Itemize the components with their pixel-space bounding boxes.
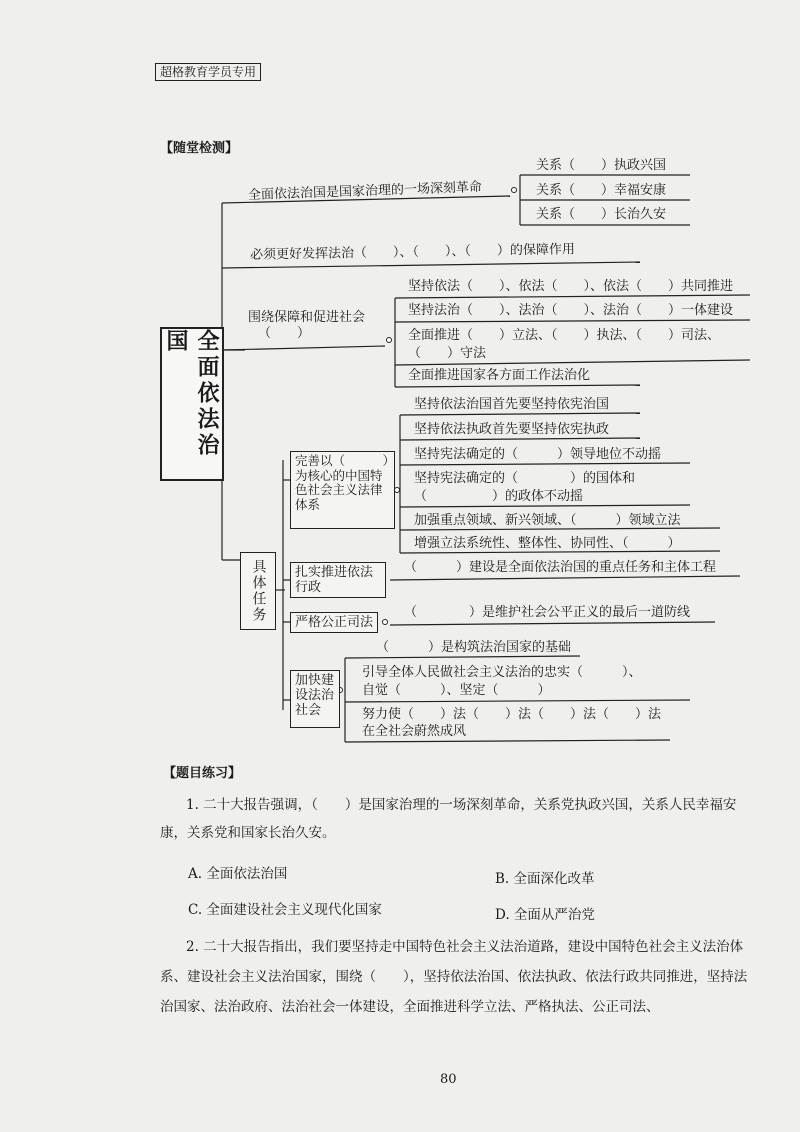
b3-item: （ ）守法 [408,346,487,361]
question-1-option-c: C. 全面建设社会主义现代化国家 [188,902,382,918]
page-number: 80 [440,1072,457,1087]
question-1-option-b: B. 全面深化改革 [495,871,595,887]
b1-item: 关系（ ）幸福安康 [536,183,667,198]
sub3-item: （ ）是维护社会公平正义的最后一道防线 [404,605,691,620]
sub1-item: （ ）的政体不动摇 [414,489,584,504]
sub4-item: 自觉（ ）、坚定（ ） [362,683,551,698]
question-1-option-a: A. 全面依法治国 [188,866,288,882]
sub1-item: 坚持宪法确定的（ ）领导地位不动摇 [414,447,662,462]
sub4-item: （ ）是构筑法治国家的基础 [376,640,572,655]
branch-society-label: 围绕保障和促进社会 [248,310,366,325]
sub4-item: 引导全体人民做社会主义法治的忠实（ ）、 [362,665,642,680]
section-title-check: 【随堂检测】 [160,141,239,156]
section-title-practice: 【题目练习】 [163,766,242,781]
sub-administration-label: 扎实推进依法行政 [290,562,386,598]
sub1-item: 坚持依法执政首先要坚持依宪执政 [414,422,610,437]
b3-item: 全面推进（ ）立法、（ ）执法、（ ）司法、 [408,328,721,343]
sub-legal-system-label: 完善以（ ）为核心的中国特色社会主义法律体系 [290,451,395,529]
sub1-item: 坚持宪法确定的（ ）的国体和 [414,471,636,486]
branch-tasks-label: 具体任务 [240,552,276,630]
b3-item: 坚持依法（ ）、依法（ ）、依法（ ）共同推进 [408,279,734,294]
sub2-item: （ ）建设是全面依法治国的重点任务和主体工程 [404,560,717,575]
question-1-stem: 1. 二十大报告强调，（ ）是国家治理的一场深刻革命，关系党执政兴国，关系人民幸福安康，关系党和国家长治久安。 [160,797,737,841]
sub-rule-of-law-society-label: 加快建设法治社会 [290,670,340,728]
sub4-item: 在全社会蔚然成风 [362,724,467,739]
owner-stamp: 超格教育学员专用 [155,63,261,81]
sub-judicial-label: 严格公正司法 [290,612,378,633]
branch-revolution-label: 全面依法治国是国家治理的一场深刻革命 [247,179,483,204]
b3-item: 全面推进国家各方面工作法治化 [408,368,591,383]
sub1-item: 增强立法系统性、整体性、协同性、（ ） [414,536,681,551]
question-2-stem: 2. 二十大报告指出，我们要坚持走中国特色社会主义法治道路，建设中国特色社会主义法治体系、建设社会主义法治国家，围绕（ ），坚持依法治国、依法执政、依法行政共同推进，坚持法治国家、法治政府、法治社会一体建设，全面推进科学立法、严格执法、公正司法、 [160,939,748,1015]
mindmap-root: 全面依法治国 [160,327,224,481]
question-1-option-d: D. 全面从严治党 [495,907,595,923]
sub4-item: 努力使（ ）法（ ）法（ ）法（ ）法 [362,707,662,722]
b1-item: 关系（ ）执政兴国 [536,158,667,173]
b3-item: 坚持法治（ ）、法治（ ）、法治（ ）一体建设 [408,303,734,318]
b1-item: 关系（ ）长治久安 [536,207,667,222]
sub1-item: 加强重点领域、新兴领域、（ ）领域立法 [414,513,681,528]
branch-guarantee-label: 必须更好发挥法治（ ）、（ ）、（ ）的保障作用 [249,242,576,263]
branch-society-blank: （ ） [258,326,311,341]
sub1-item: 坚持依法治国首先要坚持依宪治国 [414,397,610,412]
